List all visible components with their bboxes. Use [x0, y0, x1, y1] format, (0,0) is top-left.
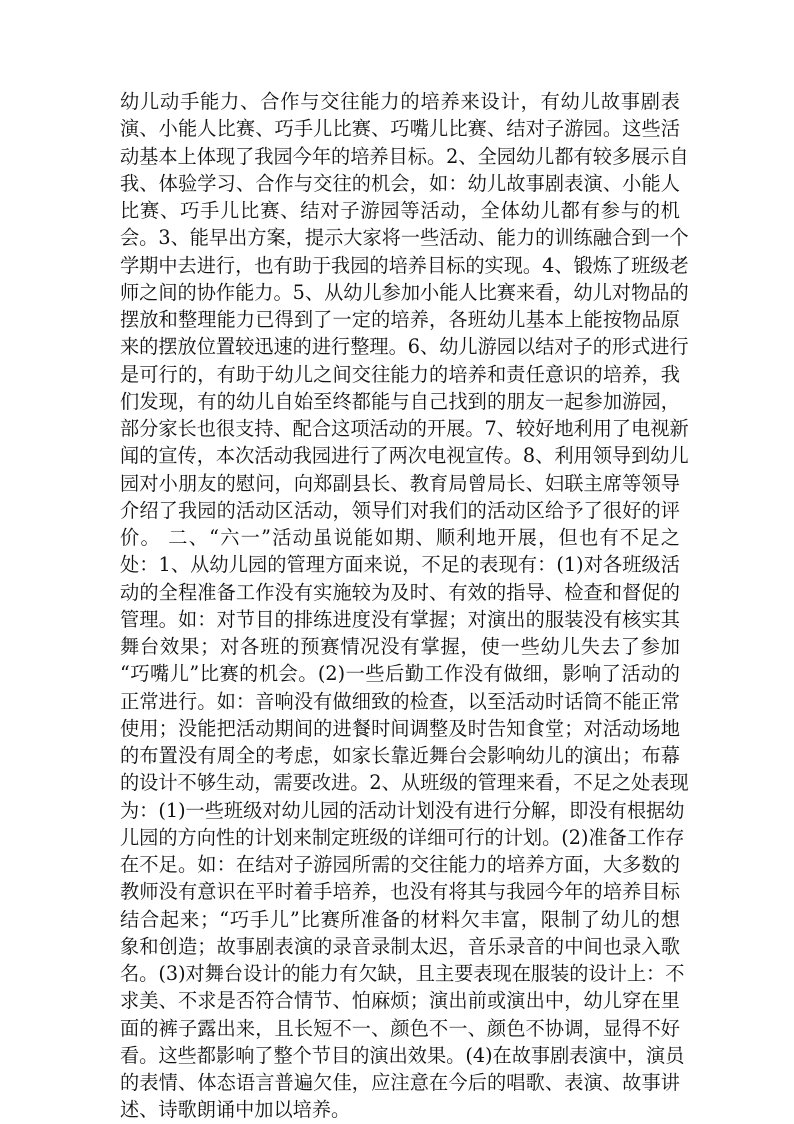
text-line: 看。这些都影响了整个节目的演出效果。(4)在故事剧表演中，演员 — [120, 1043, 685, 1067]
text-line: 介绍了我园的活动区活动，领导们对我们的活动区给予了很好的评 — [120, 498, 680, 522]
text-line: 园对小朋友的慰问，向郑副县长、教育局曾局长、妇联主席等领导 — [120, 471, 680, 495]
text-line: 儿园的方向性的计划来制定班级的详细可行的计划。(2)准备工作存 — [120, 825, 685, 849]
text-line: 管理。如：对节目的排练进度没有掌握；对演出的服装没有核实其 — [120, 607, 680, 631]
text-line: 我、体验学习、合作与交往的机会，如：幼儿故事剧表演、小能人 — [120, 171, 680, 195]
text-line: 教师没有意识在平时着手培养，也没有将其与我园今年的培养目标 — [120, 880, 680, 904]
text-line: 使用；没能把活动期间的进餐时间调整及时告知食堂；对活动场地 — [120, 716, 680, 740]
text-line: 的表情、体态语言普遍欠佳，应注意在今后的唱歌、表演、故事讲 — [120, 1071, 680, 1094]
text-line: 求美、不求是否符合情节、怕麻烦；演出前或演出中，幼儿穿在里 — [120, 989, 680, 1013]
text-line: 师之间的协作能力。5、从幼儿参加小能人比赛来看，幼儿对物品的 — [120, 280, 689, 304]
text-line: 结合起来；“巧手儿”比赛所准备的材料欠丰富，限制了幼儿的想 — [120, 907, 680, 931]
text-line: 舞台效果；对各班的预赛情况没有掌握，使一些幼儿失去了参加 — [120, 635, 680, 658]
text-line: 动的全程准备工作没有实施较为及时、有效的指导、检查和督促的 — [120, 580, 680, 604]
text-line: 述、诗歌朗诵中加以培养。 — [120, 1098, 351, 1122]
text-line: 闻的宣传，本次活动我园进行了两次电视宣传。8、利用领导到幼儿 — [120, 444, 689, 468]
text-line: 名。(3)对舞台设计的能力有欠缺，且主要表现在服装的设计上：不 — [120, 962, 685, 985]
text-line: 面的裤子露出来，且长短不一、颜色不一、颜色不协调，显得不好 — [120, 1016, 680, 1040]
text-line: 价。 二、“六一”活动虽说能如期、顺利地开展，但也有不足之 — [120, 526, 680, 549]
text-line: 的设计不够生动，需要改进。2、从班级的管理来看，不足之处表现 — [120, 771, 689, 795]
text-line: 部分家长也很支持、配合这项活动的开展。7、较好地利用了电视新 — [120, 417, 689, 440]
text-line: 学期中去进行，也有助于我园的培养目标的实现。4、锻炼了班级老 — [120, 253, 689, 277]
text-line: 比赛、巧手儿比赛、结对子游园等活动，全体幼儿都有参与的机 — [120, 199, 680, 222]
text-line: “巧嘴儿”比赛的机会。(2)一些后勤工作没有做细，影响了活动的 — [120, 662, 680, 686]
text-line: 处：1、从幼儿园的管理方面来说，不足的表现有：(1)对各班级活 — [120, 553, 680, 577]
text-line: 是可行的，有助于幼儿之间交往能力的培养和责任意识的培养，我 — [120, 362, 680, 386]
text-line: 在不足。如：在结对子游园所需的交往能力的培养方面，大多数的 — [120, 853, 680, 876]
text-line: 幼儿动手能力、合作与交往能力的培养来设计，有幼儿故事剧表 — [120, 90, 680, 113]
text-line: 为：(1)一些班级对幼儿园的活动计划没有进行分解，即没有根据幼 — [120, 798, 685, 822]
text-line: 动基本上体现了我园今年的培养目标。2、全园幼儿都有较多展示自 — [120, 144, 689, 168]
text-line: 正常进行。如：音响没有做细致的检查，以至活动时话筒不能正常 — [120, 689, 680, 713]
body-text — [120, 88, 689, 1124]
text-line: 演、小能人比赛、巧手儿比赛、巧嘴儿比赛、结对子游园。这些活 — [120, 117, 680, 141]
text-line: 的布置没有周全的考虑，如家长靠近舞台会影响幼儿的演出；布幕 — [120, 744, 680, 767]
text-line: 摆放和整理能力已得到了一定的培养，各班幼儿基本上能按物品原 — [120, 308, 680, 331]
text-line: 会。3、能早出方案，提示大家将一些活动、能力的训练融合到一个 — [120, 226, 689, 250]
text-line: 象和创造；故事剧表演的录音录制太迟，音乐录音的中间也录入歌 — [120, 934, 680, 958]
text-line: 们发现，有的幼儿自始至终都能与自己找到的朋友一起参加游园， — [120, 389, 680, 413]
text-line: 来的摆放位置较迅速的进行整理。6、幼儿游园以结对子的形式进行 — [120, 335, 689, 359]
